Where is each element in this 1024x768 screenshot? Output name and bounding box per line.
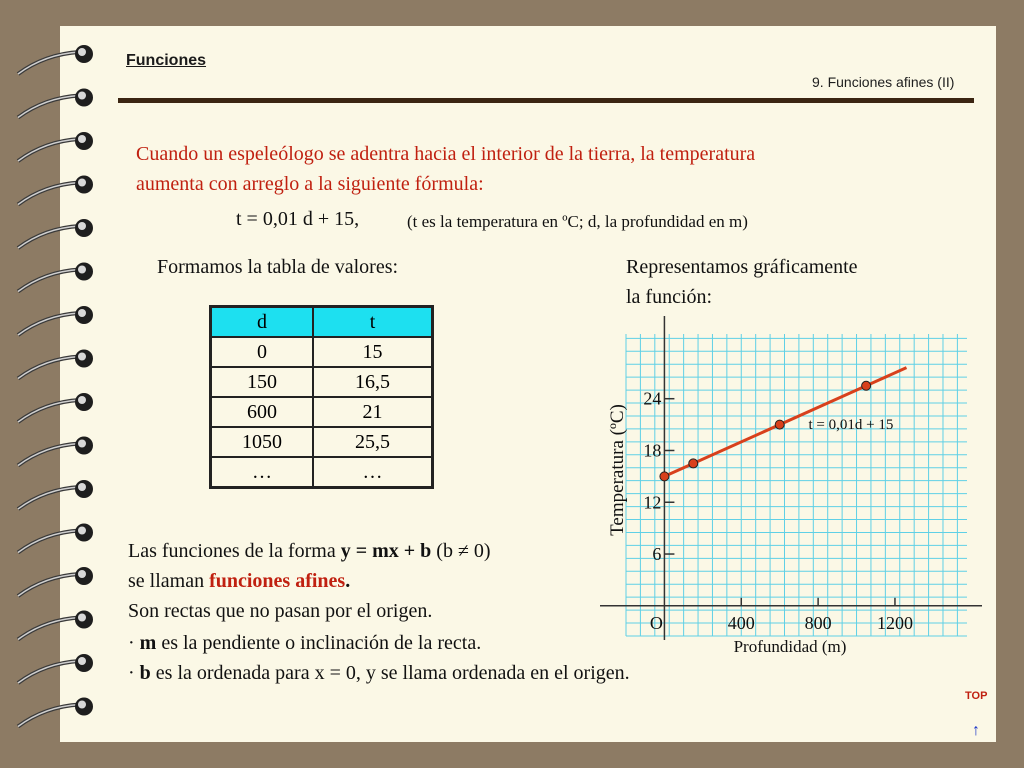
binding-wire-highlight bbox=[18, 357, 80, 379]
binding-wire-highlight bbox=[18, 444, 80, 466]
binding-wire bbox=[18, 52, 80, 74]
binding-ring-shine bbox=[78, 353, 86, 361]
x-tick-label: 400 bbox=[727, 612, 755, 633]
table-cell-d: 600 bbox=[211, 397, 314, 427]
section-subtitle: 9. Funciones afines (II) bbox=[812, 74, 955, 90]
table-header-row bbox=[211, 307, 433, 338]
arrow-up-icon[interactable]: ↑ bbox=[972, 722, 980, 739]
table-row bbox=[211, 367, 433, 397]
binding-wire-highlight bbox=[18, 270, 80, 292]
graph-heading-line-1: Representamos gráficamente bbox=[626, 256, 858, 278]
binding-wire bbox=[18, 400, 80, 422]
y-tick-label: 24 bbox=[643, 388, 662, 409]
page-title[interactable]: Funciones bbox=[126, 52, 207, 69]
binding-wire bbox=[18, 444, 80, 466]
x-tick-label: 1200 bbox=[876, 612, 913, 633]
data-point bbox=[689, 459, 698, 468]
binding-ring-shine bbox=[78, 440, 86, 448]
binding-wire bbox=[18, 574, 80, 596]
explanation-line-4 bbox=[128, 632, 481, 655]
binding-wire-highlight bbox=[18, 705, 80, 727]
explanation-text: (b ≠ 0) bbox=[431, 540, 491, 562]
explanation-line-2 bbox=[128, 570, 350, 593]
table-cell-t: 15 bbox=[313, 337, 433, 367]
binding-wire-highlight bbox=[18, 487, 80, 509]
table-cell-d: 150 bbox=[211, 367, 314, 397]
binding-ring-shine bbox=[78, 135, 86, 143]
binding-ring-shine bbox=[78, 179, 86, 187]
top-link[interactable]: TOP bbox=[965, 690, 988, 702]
explanation-line-3: Son rectas que no pasan por el origen. bbox=[128, 600, 433, 622]
binding-ring-shine bbox=[78, 570, 86, 578]
binding-wire bbox=[18, 270, 80, 292]
affine-formula: y = mx + b bbox=[340, 540, 432, 562]
table-heading: Formamos la tabla de valores: bbox=[157, 256, 399, 278]
binding-wire bbox=[18, 96, 80, 118]
binding-ring-shine bbox=[78, 222, 86, 230]
explanation-text: se llaman bbox=[128, 570, 210, 592]
binding-ring-shine bbox=[78, 48, 86, 56]
binding-wire bbox=[18, 226, 80, 248]
values-table bbox=[209, 305, 434, 489]
binding-ring-shine bbox=[78, 483, 86, 491]
table-cell-t: … bbox=[313, 457, 433, 488]
table-cell-t: 21 bbox=[313, 397, 433, 427]
table-row bbox=[211, 397, 433, 427]
binding-wire-highlight bbox=[18, 618, 80, 640]
table-cell-d: … bbox=[211, 457, 314, 488]
explanation-period: . bbox=[345, 570, 351, 592]
binding-ring-shine bbox=[78, 309, 86, 317]
binding-wire-highlight bbox=[18, 226, 80, 248]
binding-wire bbox=[18, 705, 80, 727]
intercept-term: b bbox=[139, 662, 151, 684]
table-cell-t: 16,5 bbox=[313, 367, 433, 397]
bullet: · bbox=[128, 632, 135, 654]
y-tick-label: 18 bbox=[643, 440, 662, 461]
intro-line-2: aumenta con arreglo a la siguiente fórmula: bbox=[136, 173, 484, 195]
binding-wire-highlight bbox=[18, 531, 80, 553]
data-point bbox=[775, 420, 784, 429]
x-tick-label: O bbox=[649, 612, 663, 633]
y-tick-label: 12 bbox=[643, 492, 662, 513]
bullet: · bbox=[128, 662, 135, 684]
binding-ring-shine bbox=[78, 657, 86, 665]
binding-wire bbox=[18, 487, 80, 509]
formula-note: (t es la temperatura en ºC; d, la profundidad en m) bbox=[407, 212, 748, 231]
explanation-line-5 bbox=[128, 662, 630, 685]
binding-wire bbox=[18, 531, 80, 553]
explanation-text: es la pendiente o inclinación de la recta. bbox=[156, 632, 482, 654]
table-row bbox=[211, 457, 433, 488]
binding-ring-shine bbox=[78, 614, 86, 622]
table-cell-t: 25,5 bbox=[313, 427, 433, 457]
binding-ring-shine bbox=[78, 396, 86, 404]
header-divider bbox=[118, 98, 974, 103]
explanation-line-1 bbox=[128, 540, 491, 563]
binding-ring-shine bbox=[78, 527, 86, 535]
column-header-t: t bbox=[313, 307, 433, 338]
binding-wire bbox=[18, 139, 80, 161]
binding-ring-shine bbox=[78, 92, 86, 100]
binding-ring-shine bbox=[78, 266, 86, 274]
formula: t = 0,01 d + 15, bbox=[236, 208, 360, 230]
binding-wire bbox=[18, 313, 80, 335]
data-point bbox=[660, 472, 669, 481]
binding-wire bbox=[18, 183, 80, 205]
x-tick-label: 800 bbox=[804, 612, 832, 633]
column-header-d: d bbox=[211, 307, 314, 338]
binding-wire bbox=[18, 357, 80, 379]
binding-wire-highlight bbox=[18, 400, 80, 422]
binding-wire-highlight bbox=[18, 52, 80, 74]
binding-ring-shine bbox=[78, 701, 86, 709]
binding-wire-highlight bbox=[18, 574, 80, 596]
line-annotation: t = 0,01d + 15 bbox=[808, 416, 894, 433]
table-cell-d: 1050 bbox=[211, 427, 314, 457]
binding-wire bbox=[18, 661, 80, 683]
function-graph bbox=[590, 310, 990, 660]
data-point bbox=[862, 381, 871, 390]
binding-wire-highlight bbox=[18, 139, 80, 161]
y-tick-label: 6 bbox=[652, 544, 662, 565]
binding-wire-highlight bbox=[18, 96, 80, 118]
binding-wire bbox=[18, 618, 80, 640]
binding-wire-highlight bbox=[18, 313, 80, 335]
x-axis-label: Profundidad (m) bbox=[733, 637, 847, 656]
binding-wire-highlight bbox=[18, 183, 80, 205]
y-axis-label: Temperatura (ºC) bbox=[607, 404, 628, 536]
table-row bbox=[211, 337, 433, 367]
spiral-binding bbox=[0, 0, 110, 768]
binding-wire-highlight bbox=[18, 661, 80, 683]
table-row bbox=[211, 427, 433, 457]
table-cell-d: 0 bbox=[211, 337, 314, 367]
intro-line-1: Cuando un espeleólogo se adentra hacia el interior de la tierra, la temperatura bbox=[136, 143, 756, 165]
explanation-text: Las funciones de la forma bbox=[128, 540, 341, 562]
affine-functions-term: funciones afines bbox=[209, 570, 346, 592]
explanation-text: es la ordenada para x = 0, y se llama ordenada en el origen. bbox=[150, 662, 630, 684]
graph-heading-line-2: la función: bbox=[626, 286, 713, 308]
slope-term: m bbox=[139, 632, 157, 654]
